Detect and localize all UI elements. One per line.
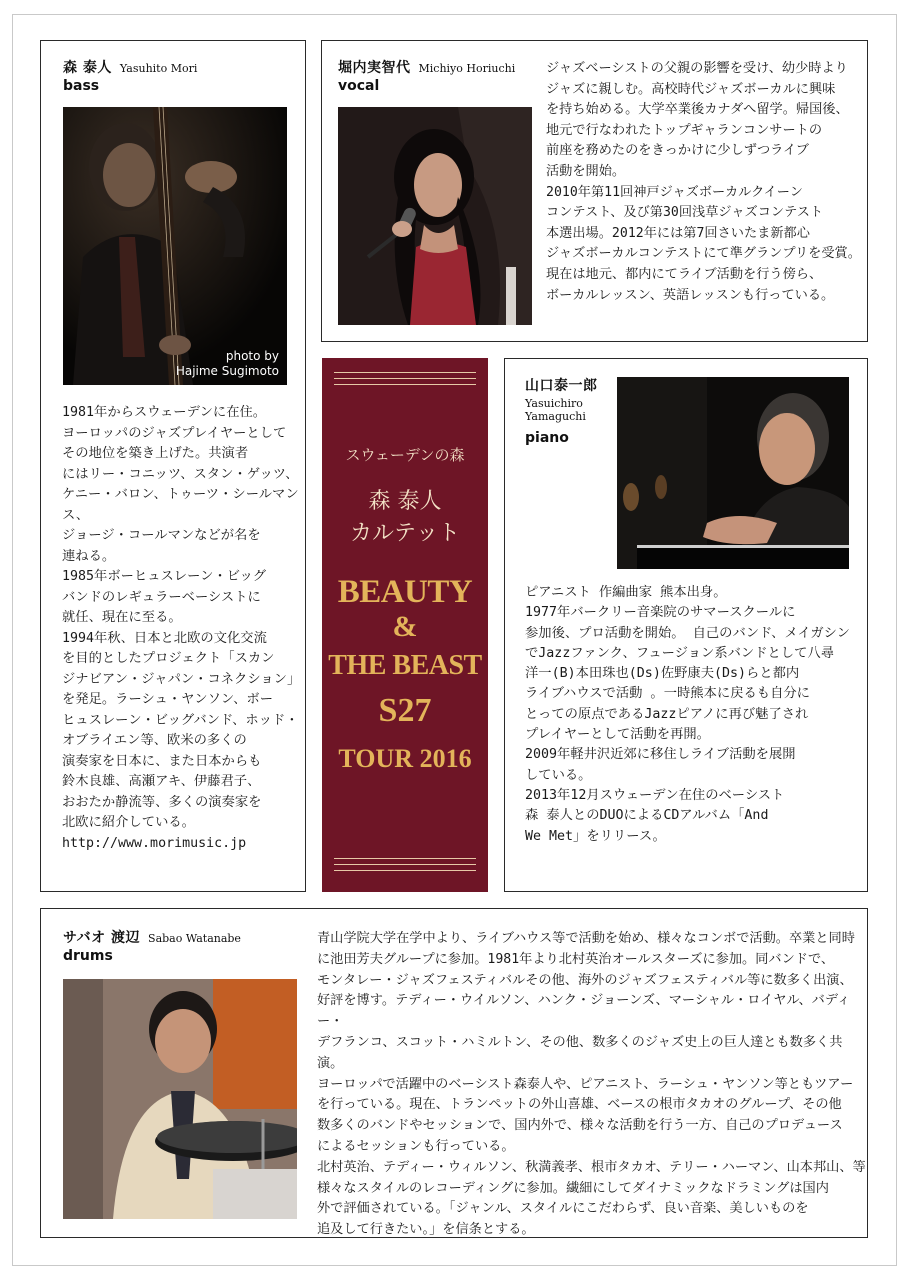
yamaguchi-photo — [617, 377, 849, 569]
watanabe-photo — [63, 979, 297, 1219]
yamaguchi-name-en — [525, 397, 586, 423]
watanabe-name-en: Sabao Watanabe — [148, 932, 241, 945]
mori-instrument: bass — [63, 78, 100, 94]
horiuchi-instrument: vocal — [338, 78, 380, 94]
poster-tour: TOUR 2016 — [338, 744, 472, 773]
watanabe-name — [63, 927, 241, 947]
poster-rule — [334, 384, 476, 385]
poster-rule — [334, 870, 476, 871]
watanabe-instrument: drums — [63, 948, 113, 964]
yamaguchi-instrument: piano — [525, 430, 569, 446]
mori-bio: 1981年からスウェーデンに在住。 ヨーロッパのジャズプレイヤーとして その地位を築き上げた。共演者 にはリー・コニッツ、スタン・ゲッツ、 ケニー・バロン、トゥーツ・シールマンス、 ジョージ・コールマンなどが名を 連ねる。 1985年ボーヒュスレーン・ビッグ バンドのレギュラーベーシストに 就任、現在に至る。 1994年秋、日本と北欧の文化交流 を目的としたプロジェクト「スカン ジナビアン・ジャパン・コネクション」 を発足。ラーシュ・ヤンソン、ボー ヒュスレーン・ビッグバンド、ホッド・ オブライエン等、欧米の多くの 演奏家を日本に、また日本からも 鈴木良雄、高瀬アキ、伊藤君子、 おおたか静流等、多くの演奏家を 北欧に紹介している。 http://www.morimusic.jp — [62, 405, 301, 851]
poster-s27: S27 — [378, 692, 432, 729]
horiuchi-name — [338, 57, 515, 77]
horiuchi-name-en: Michiyo Horiuchi — [418, 62, 516, 75]
horiuchi-name-jp: 堀内実智代 — [338, 60, 411, 76]
poster-rule — [334, 864, 476, 865]
watanabe-name-jp: サバオ 渡辺 — [63, 930, 141, 946]
horiuchi-photo — [338, 107, 532, 325]
mori-name-jp: 森 泰人 — [63, 60, 112, 76]
yamaguchi-bio: ピアニスト 作編曲家 熊本出身。 1977年バークリー音楽院のサマースクールに 参加後、プロ活動を開始。 自己のバンド、メイガシン でJazzファンク、フュージョン系バンドとして八尋 洋一(B)本田珠也(Ds)佐野康夫(Ds)らと都内 ライブハウスで活動 。一時熊本に戻るも自分に とっての原点であるJazzピアノに再び魅了され プレイヤーとして活動を再開。 2009年軽井沢近郊に移住しライブ活動を展開 している。 2013年12月スウェーデン在住のベーシスト 森 泰人とのDUOによるCDアルバム「And We Met」をリリース。 — [525, 585, 850, 844]
mori-photo-credit: photo by Hajime Sugimoto — [175, 349, 279, 378]
tour-poster — [322, 358, 488, 892]
profile-mori — [40, 40, 306, 892]
mori-photo — [63, 107, 287, 385]
poster-rule — [334, 372, 476, 373]
poster-title-line1: 森 泰人 — [368, 489, 442, 514]
yamaguchi-name-jp: 山口泰一郎 — [525, 378, 598, 394]
horiuchi-bio: ジャズベーシストの父親の影響を受け、幼少時より ジャズに親しむ。高校時代ジャズボーカルに興味 を持ち始める。大学卒業後カナダへ留学。帰国後、 地元で行なわれたトップギャランコンサートの 前座を務めたのをきっかけに少しずつライブ 活動を開始。 2010年第11回神戸ジャズボーカルクイーン コンテスト、及び第30回浅草ジャズコンテスト 本選出場。2012年には第7回さいたま新都心 ジャズボーカルコンテストにて準グランプリを受賞。 現在は地元、都内にてライブ活動を行う傍ら、 ボーカルレッスン、英語レッスンも行っている。 — [546, 61, 861, 303]
profile-horiuchi — [321, 40, 868, 342]
vocalist-image — [338, 107, 532, 325]
poster-rule — [334, 858, 476, 859]
poster-ampersand: & — [392, 610, 418, 643]
bass-player-image — [63, 107, 287, 385]
pianist-image — [617, 377, 849, 569]
watanabe-bio: 青山学院大学在学中より、ライブハウス等で活動を始め、様々なコンボで活動。卒業と同時 に池田芳夫グループに参加。1981年より北村英治オールスターズに参加。同バンドで、 モンタレー・ジャズフェスティバルその他、海外のジャズフェスティバル等に数多く出演、 好評を博す。テディー・ウイルソン、ハンク・ジョーンズ、マーシャル・ロイヤル、バディー・ デフランコ、スコット・ハミルトン、その他、数多くのジャズ史上の巨人達とも数多く共演。 ヨーロッパで活躍中のベーシスト森泰人や、ピアニスト、ラーシュ・ヤンソン等ともツアー を行っている。現在、トランペットの外山喜雄、ベースの根市タカオのグループ、その他 数多くのバンドやセッションで、国内外で、様々な活動を行う一方、自己のプロデュース によるセッションも行っている。 北村英治、テディー・ウィルソン、秋満義孝、根市タカオ、テリー・ハーマン、山本邦山、等 様々なスタイルのレコーディングに参加。繊細にしてダイナミックなドラミングは国内 外で評価されている。「ジャンル、スタイルにこだわらず、良い音楽、美しいものを 追及して行きたい。」を信条とする。 — [317, 931, 866, 1238]
drummer-image — [63, 979, 297, 1219]
mori-name — [63, 57, 197, 77]
poster-subtitle: スウェーデンの森 — [345, 446, 465, 464]
yamaguchi-name-en-line1: Yasuichiro — [525, 397, 583, 410]
profile-watanabe — [40, 908, 868, 1238]
mori-name-en: Yasuhito Mori — [119, 62, 198, 75]
yamaguchi-name-en-line2: Yamaguchi — [525, 410, 586, 423]
poster-beauty: BEAUTY — [337, 574, 473, 610]
poster-title-line2: カルテット — [349, 521, 460, 546]
poster-rule — [334, 378, 476, 379]
poster-the-beast: THE BEAST — [328, 650, 482, 681]
profile-yamaguchi — [504, 358, 868, 892]
